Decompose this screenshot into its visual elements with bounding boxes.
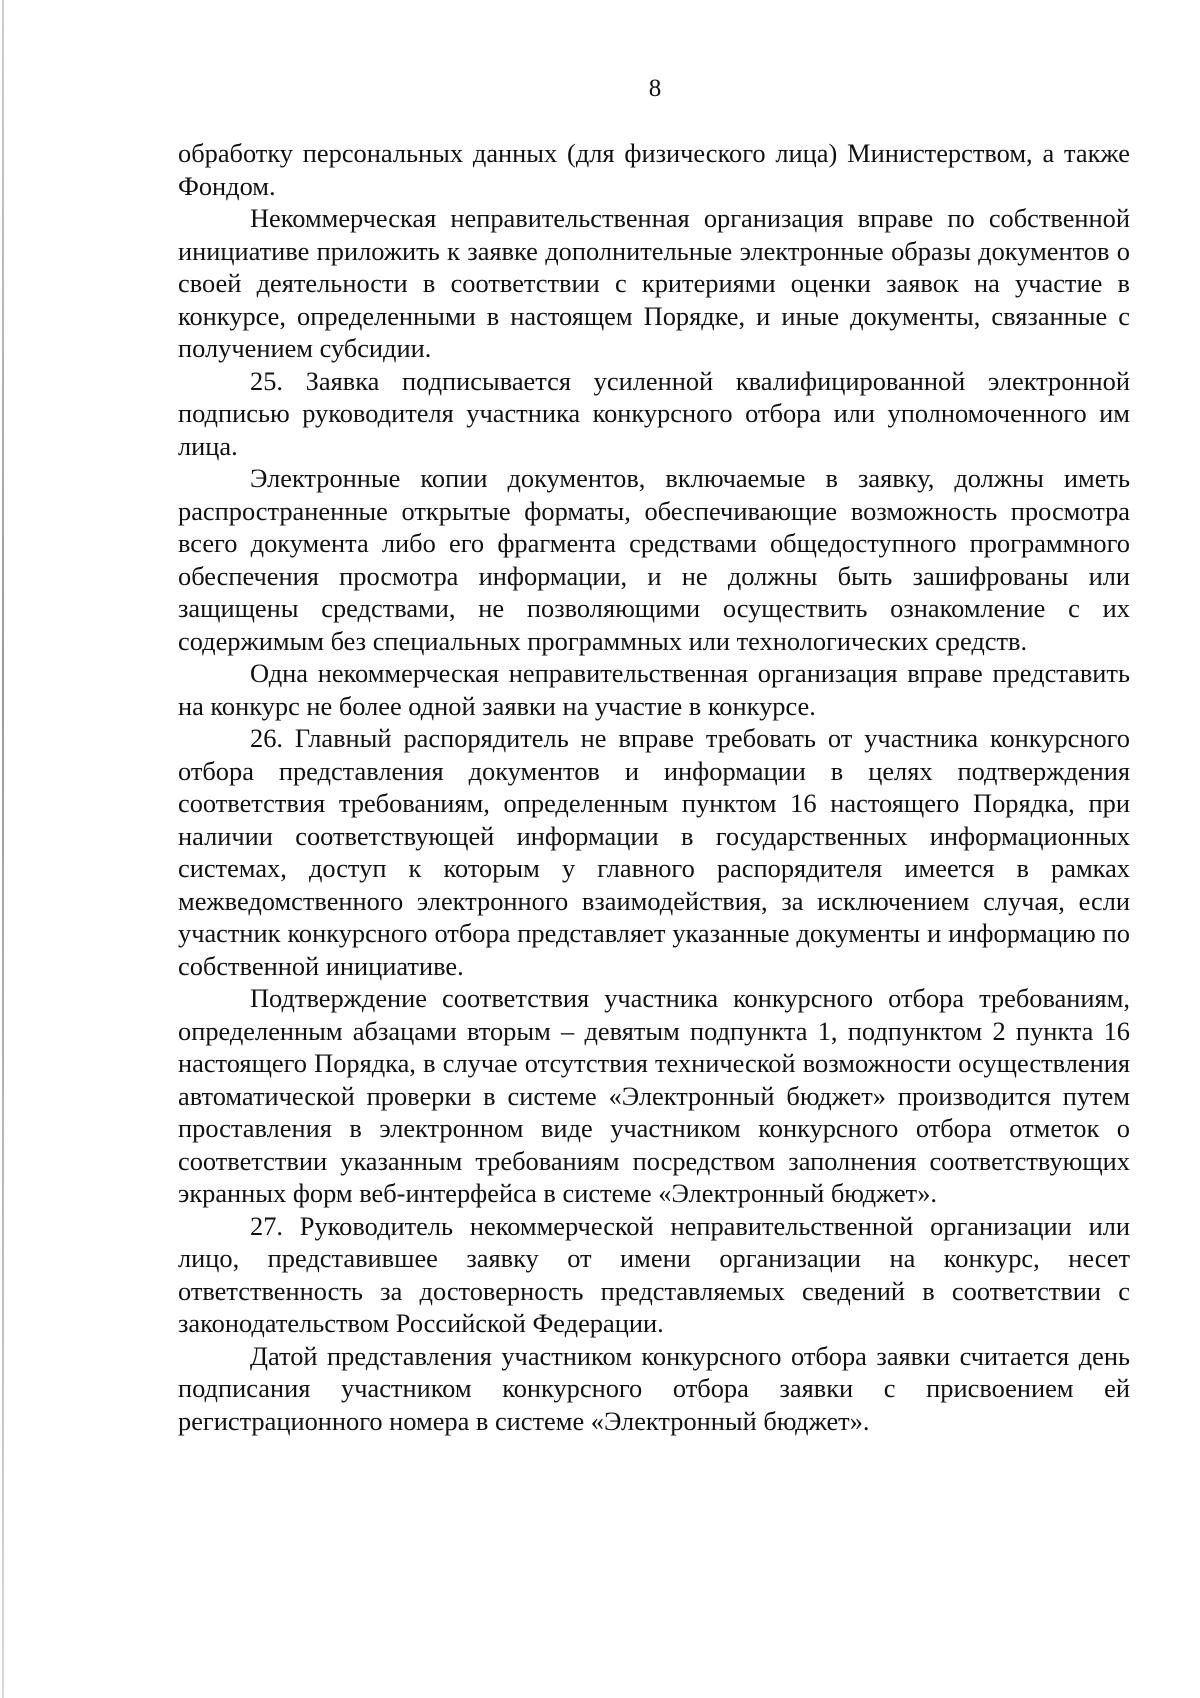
paragraph: Электронные копии документов, включаемые в заявку, должны иметь распространенные открытые форматы, обеспечивающие возможность просмотра всего документа либо его фрагмента средствами общедоступного программного обеспечения просмотра информации, и не должны быть зашифрованы или защищены средствами, не позволяющими осуществить ознакомление с их содержимым без специальных программных или технологических средств.	[178, 463, 1130, 656]
paragraph-clause-25: 25. Заявка подписывается усиленной квалифицированной электронной подписью руководителя участника конкурсного отбора или уполномоченного им лица.	[178, 365, 1130, 461]
paragraph: Подтверждение соответствия участника конкурсного отбора требованиям, определенным абзацами вторым – девятым подпункта 1, подпунктом 2 пункта 16 настоящего Порядка, в случае отсутствия технической возможности осуществления автоматической проверки в системе «Электронный бюджет» производится путем проставления в электронном виде участником конкурсного отбора отметок о соответствии указанным требованиям посредством заполнения соответствующих экранных форм веб-интерфейса в системе «Электронный бюджет».	[178, 983, 1130, 1208]
scan-edge	[2, 0, 4, 1698]
page-number: 8	[648, 75, 662, 102]
paragraph: Датой представления участником конкурсного отбора заявки считается день подписания участником конкурсного отбора заявки с присвоением ей регистрационного номера в системе «Электронный бюджет».	[178, 1340, 1130, 1436]
paragraph: Некоммерческая неправительственная организация вправе по собственной инициативе приложить к заявке дополнительные электронные образы документов о своей деятельности в соответствии с критериями оценки заявок на участие в конкурсе, определенными в настоящем Порядке, и иные документы, связанные с получением субсидии.	[178, 203, 1130, 363]
document-body	[178, 137, 1130, 1437]
paragraph-clause-27: 27. Руководитель некоммерческой неправительственной организации или лицо, представившее заявку от имени организации на конкурс, несет ответственность за достоверность представляемых сведений в соответствии с законодательством Российской Федерации.	[178, 1210, 1130, 1338]
paragraph: Одна некоммерческая неправительственная организация вправе представить на конкурс не более одной заявки на участие в конкурсе.	[178, 658, 1130, 721]
paragraph-continuation: обработку персональных данных (для физического лица) Министерством, а также Фондом.	[178, 138, 1130, 201]
paragraph-clause-26: 26. Главный распорядитель не вправе требовать от участника конкурсного отбора представления документов и информации в целях подтверждения соответствия требованиям, определенным пунктом 16 настоящего Порядка, при наличии соответствующей информации в государственных информационных системах, доступ к которым у главного распорядителя имеется в рамках межведомственного электронного взаимодействия, за исключением случая, если участник конкурсного отбора представляет указанные документы и информацию по собственной инициативе.	[178, 723, 1130, 981]
